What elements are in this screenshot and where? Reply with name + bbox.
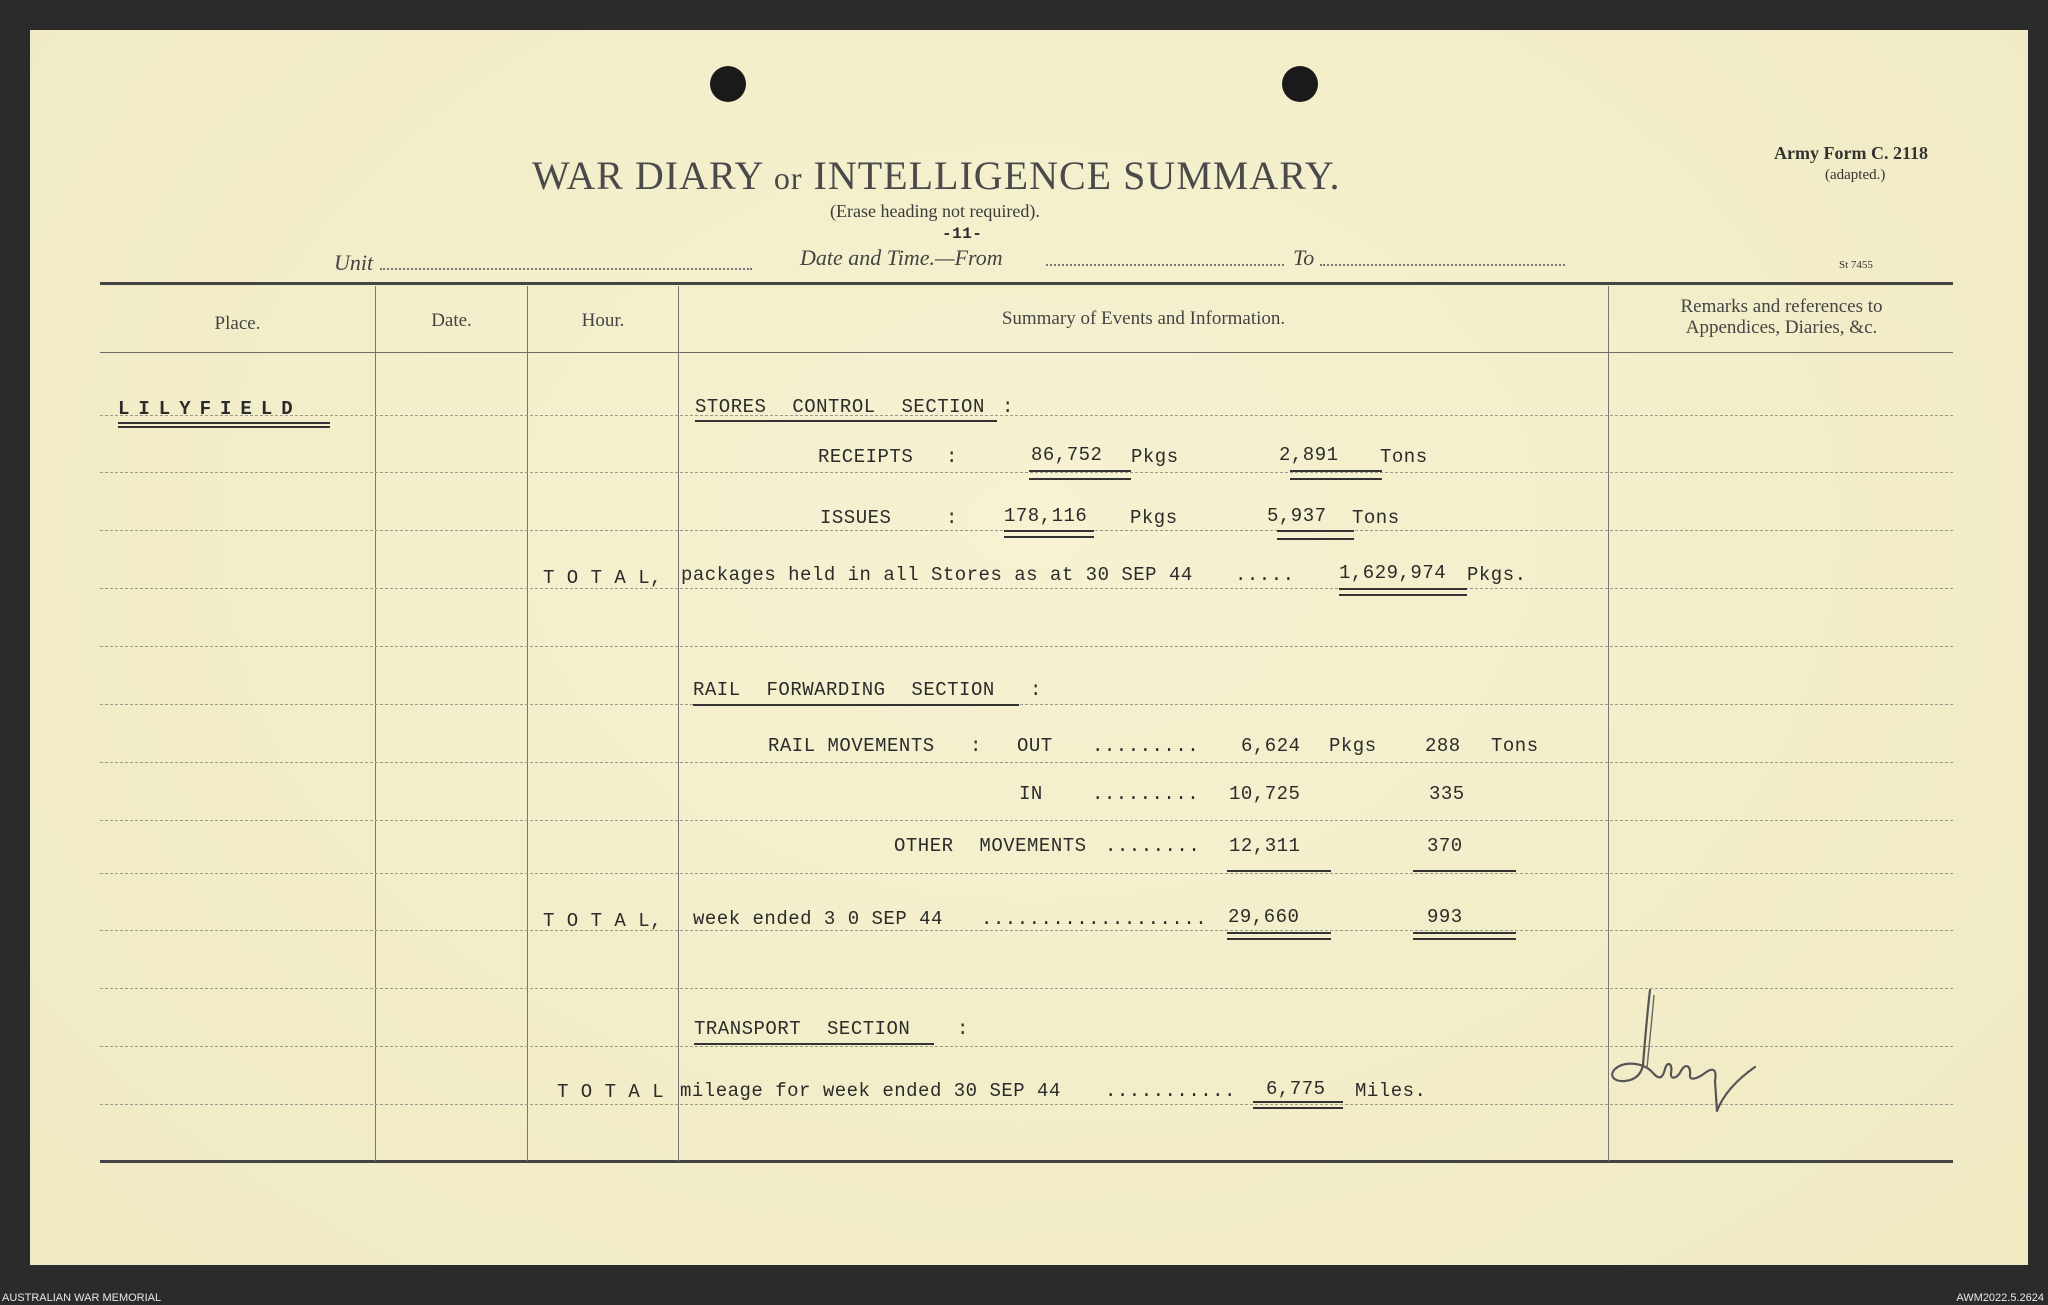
other-pkgs-underline	[1227, 870, 1331, 872]
receipts-pkgs-unit: Pkgs	[1131, 446, 1179, 468]
header-rule	[100, 352, 1953, 353]
row-rule	[100, 646, 1953, 647]
place-underline	[118, 422, 330, 424]
receipts-pkgs: 86,752	[1031, 444, 1103, 466]
rail-heading-underline	[693, 704, 1019, 706]
other-pkgs: 12,311	[1229, 835, 1301, 857]
in-pkgs: 10,725	[1229, 783, 1301, 805]
column-remarks-line1: Remarks and references to	[1680, 296, 1883, 317]
transport-total-unit: Miles.	[1355, 1080, 1427, 1102]
stores-total-label: T O T A L,	[543, 567, 663, 589]
table-top-border	[100, 282, 1953, 285]
column-divider-place	[375, 286, 376, 1161]
column-divider-hour	[678, 286, 679, 1161]
out-label: OUT	[1017, 735, 1053, 757]
issues-pkgs: 178,116	[1004, 505, 1088, 527]
stores-total-underline	[1339, 588, 1467, 590]
rail-total-label: T O T A L,	[543, 910, 663, 932]
stores-total-value: 1,629,974	[1339, 562, 1447, 584]
rail-total-dots: ...................	[981, 908, 1208, 930]
place-lilyfield	[118, 398, 302, 420]
in-dots: .........	[1092, 783, 1200, 805]
other-dots: ........	[1105, 835, 1201, 857]
form-name: Army Form C. 2118	[1774, 143, 1928, 163]
issues-label: ISSUES	[820, 507, 892, 529]
transport-total-underline-2	[1253, 1107, 1343, 1109]
stores-total-dots: .....	[1235, 564, 1295, 586]
receipts-label: RECEIPTS	[818, 446, 914, 468]
row-rule	[100, 415, 1953, 416]
punch-hole-left	[710, 66, 746, 102]
page-title	[532, 152, 1340, 199]
transport-heading-colon: :	[957, 1018, 969, 1040]
title-or: or	[773, 160, 803, 196]
out-dots: .........	[1092, 735, 1200, 757]
rail-total-tons-underline	[1413, 932, 1516, 934]
issues-tons-unit: Tons	[1352, 507, 1400, 529]
transport-total-label: T O T A L	[557, 1081, 665, 1103]
rail-heading-colon: :	[1030, 679, 1042, 701]
date-label: Date and Time.—From	[800, 245, 1003, 270]
issues-tons-underline	[1277, 530, 1354, 532]
page-subtitle: (Erase heading not required).	[830, 201, 1040, 221]
receipts-pkgs-underline	[1029, 470, 1131, 472]
transport-total-value: 6,775	[1266, 1078, 1326, 1100]
stores-total-underline-2	[1339, 594, 1467, 596]
stores-total-unit: Pkgs.	[1467, 564, 1527, 586]
out-tons-unit: Tons	[1491, 735, 1539, 757]
form-note: (adapted.)	[1825, 167, 1886, 183]
unit-field	[380, 268, 752, 270]
rail-total-pkgs-underline	[1227, 932, 1331, 934]
column-remarks-line2: Appendices, Diaries, &c.	[1685, 317, 1878, 338]
table-bottom-border	[100, 1160, 1953, 1163]
place-underline-2	[118, 426, 330, 428]
row-rule	[100, 762, 1953, 763]
row-rule	[100, 588, 1953, 589]
out-pkgs: 6,624	[1241, 735, 1301, 757]
footer-left: AUSTRALIAN WAR MEMORIAL	[2, 1292, 162, 1304]
rail-total-pkgs-underline-2	[1227, 938, 1331, 940]
transport-total-text: mileage for week ended 30 SEP 44	[680, 1080, 1061, 1102]
rail-total-pkgs: 29,660	[1228, 906, 1300, 928]
issues-pkgs-underline	[1004, 530, 1094, 532]
transport-total-dots: ...........	[1105, 1080, 1236, 1102]
transport-heading: TRANSPORT SECTION	[694, 1018, 911, 1040]
column-hour: Hour.	[581, 310, 625, 331]
column-date: Date.	[431, 310, 472, 331]
stores-total-text: packages held in all Stores as at 30 SEP 44	[681, 564, 1193, 586]
issues-pkgs-unit: Pkgs	[1130, 507, 1178, 529]
date-from-field	[1046, 264, 1284, 266]
footer-right: AWM2022.5.2624	[1956, 1292, 2044, 1304]
unit-label: Unit	[334, 250, 374, 275]
receipts-tons-underline-2	[1290, 478, 1382, 480]
rail-movements-label: RAIL MOVEMENTS	[768, 735, 935, 757]
column-remarks	[1610, 296, 1953, 338]
column-summary: Summary of Events and Information.	[1001, 308, 1286, 329]
stores-heading: STORES CONTROL SECTION	[695, 396, 985, 418]
row-rule	[100, 820, 1953, 821]
row-rule	[100, 930, 1953, 931]
rail-movements-colon: :	[970, 735, 982, 757]
issues-colon: :	[946, 507, 958, 529]
punch-hole-right	[1282, 66, 1318, 102]
place-text: LILYFIELD	[118, 398, 302, 420]
rail-heading: RAIL FORWARDING SECTION	[693, 679, 995, 701]
stores-heading-colon: :	[1002, 396, 1014, 418]
column-place: Place.	[214, 313, 261, 334]
out-tons: 288	[1425, 735, 1461, 757]
issues-tons: 5,937	[1267, 505, 1327, 527]
form-code: St 7455	[1839, 259, 1873, 271]
transport-heading-underline	[694, 1043, 934, 1045]
in-label: IN	[1019, 783, 1043, 805]
rail-total-text: week ended 3 0 SEP 44	[693, 908, 943, 930]
receipts-pkgs-underline-2	[1029, 478, 1131, 480]
stores-heading-underline	[695, 420, 997, 422]
rail-total-tons: 993	[1427, 906, 1463, 928]
issues-pkgs-underline-2	[1004, 536, 1094, 538]
receipts-tons-underline	[1290, 470, 1382, 472]
title-rest: INTELLIGENCE SUMMARY.	[813, 153, 1341, 198]
receipts-tons-unit: Tons	[1380, 446, 1428, 468]
row-rule	[100, 704, 1953, 705]
receipts-colon: :	[946, 446, 958, 468]
row-rule	[100, 472, 1953, 473]
rail-total-tons-underline-2	[1413, 938, 1516, 940]
date-to-field	[1320, 264, 1565, 266]
other-tons: 370	[1427, 835, 1463, 857]
transport-total-underline	[1253, 1101, 1343, 1103]
issues-tons-underline-2	[1277, 538, 1354, 540]
other-movements-label: OTHER MOVEMENTS	[894, 835, 1087, 857]
to-label: To	[1293, 245, 1315, 270]
page-number: -11-	[942, 225, 983, 243]
in-tons: 335	[1429, 783, 1465, 805]
column-divider-date	[527, 286, 528, 1161]
out-pkgs-unit: Pkgs	[1329, 735, 1377, 757]
row-rule	[100, 873, 1953, 874]
other-tons-underline	[1413, 870, 1516, 872]
signature	[1605, 985, 1765, 1115]
receipts-tons: 2,891	[1279, 444, 1339, 466]
title-main: WAR DIARY	[532, 153, 763, 198]
